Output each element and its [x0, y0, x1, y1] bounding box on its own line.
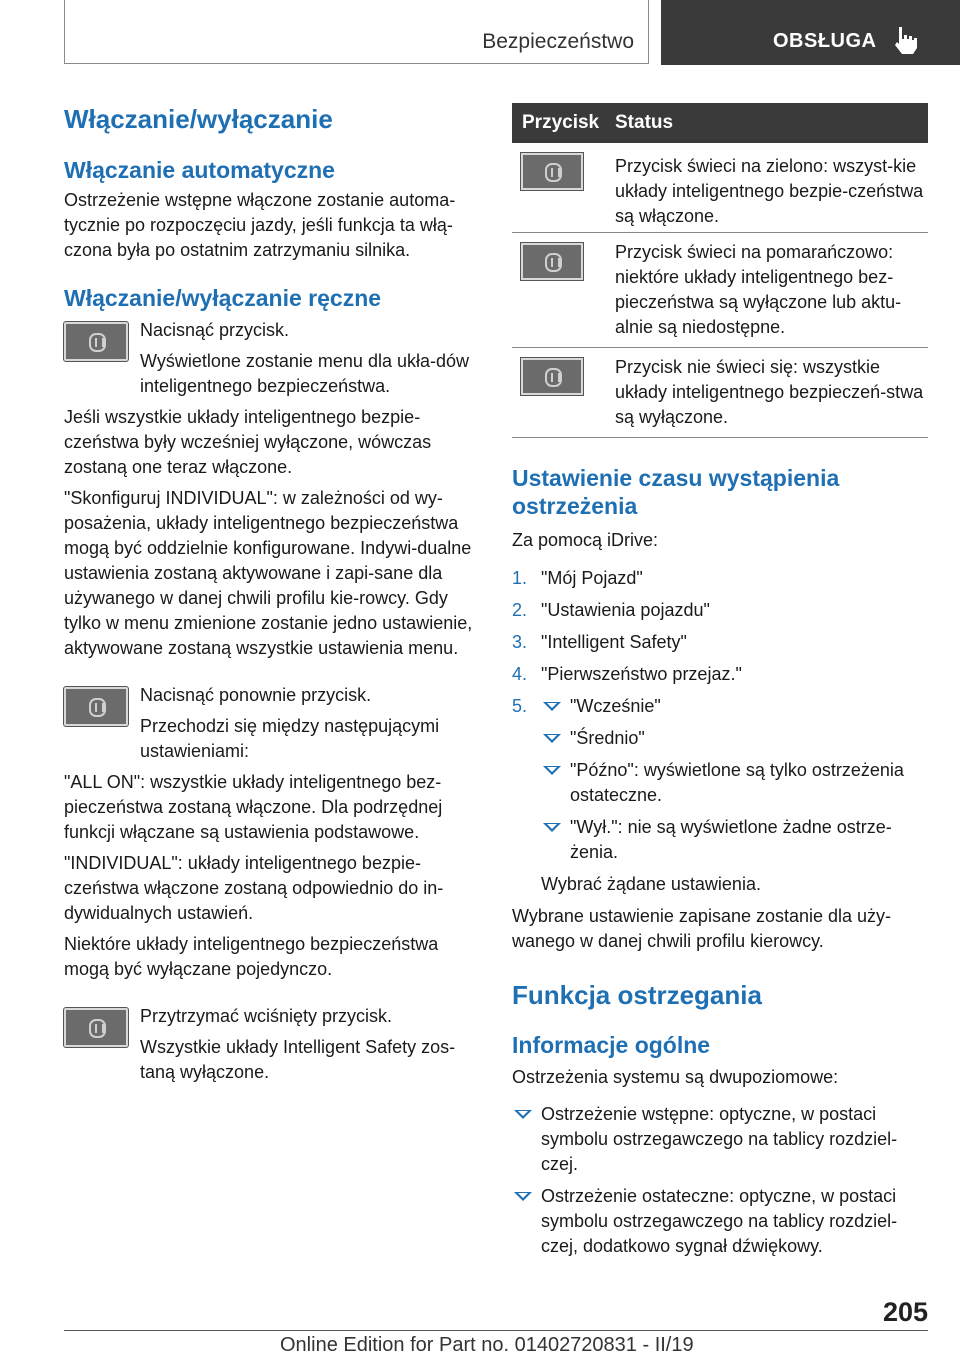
page-header: [0, 0, 960, 66]
sub-option: "Późno": wyświetlone są tylko ostrzeżenia ostateczne.: [541, 758, 928, 808]
section-title: Bezpieczeństwo: [482, 30, 634, 53]
general-info-heading: Informacje ogólne: [512, 1032, 711, 1058]
list-item: 2. "Ustawienia pojazdu": [512, 600, 710, 620]
table-header: [512, 103, 928, 143]
hand-pointer-icon: [893, 25, 919, 55]
list-item: 4. "Pierwszeństwo przejaz.": [512, 664, 742, 684]
intelligent-safety-button-icon: [521, 243, 583, 280]
list-item: 3. "Intelligent Safety": [512, 632, 687, 652]
triangle-bullet-icon: [543, 734, 561, 743]
intelligent-safety-button-icon: [521, 153, 583, 190]
status-table: [512, 103, 928, 438]
button-instruction-hold: [64, 1004, 479, 1085]
list-item: Ostrzeżenie wstępne: optyczne, w postaci symbolu ostrzegawczego na tablicy rozdziel-czej.: [512, 1102, 928, 1177]
intelligent-safety-button-icon: [521, 358, 583, 395]
list-item: 1. "Mój Pojazd": [512, 568, 643, 588]
auto-heading: Włączanie automatyczne: [64, 157, 335, 183]
triangle-bullet-icon: [514, 1110, 532, 1119]
auto-paragraph: Ostrzeżenie wstępne włączone zostanie automa-tycznie po rozpoczęciu jazdy, jeśli funkcja ta włą-czona była po ostatnim zatrzymaniu silnika.: [64, 190, 456, 260]
sub-option: "Wcześnie": [541, 694, 928, 719]
instruction-result: Wszystkie układy Intelligent Safety zos-taną wyłączone.: [140, 1037, 456, 1082]
chapter-title: OBSŁUGA: [773, 30, 877, 52]
button-instruction-press-again: [64, 683, 479, 764]
table-row: [512, 233, 928, 348]
triangle-bullet-icon: [514, 1192, 532, 1201]
instruction-text: Nacisnąć ponownie przycisk.: [140, 685, 372, 705]
status-text: Przycisk świeci na pomarańczowo: niektóre układy inteligentnego bez-pieczeństwa są wyłączone lub aktu-alnie są niedostępne.: [615, 242, 902, 337]
paragraph: Niektóre układy inteligentnego bezpieczeństwa mogą być wyłączane pojedynczo.: [64, 934, 439, 979]
instruction-text: Przytrzymać wciśnięty przycisk.: [140, 1006, 393, 1026]
chapter-tab: [661, 0, 960, 65]
column-header-button: Przycisk: [522, 112, 600, 133]
list-item: Ostrzeżenie ostateczne: optyczne, w postaci symbolu ostrzegawczego na tablicy rozdziel-czej, dodatkowo sygnał dźwiękowy.: [512, 1184, 928, 1259]
section-heading: Włączanie/wyłączanie: [64, 104, 333, 134]
sub-option: "Średnio": [541, 726, 928, 751]
warning-levels-list: [512, 1102, 928, 1259]
instruction-text: Nacisnąć przycisk.: [140, 320, 290, 340]
triangle-bullet-icon: [543, 702, 561, 711]
instruction-result: Przechodzi się między następującymi ustawieniami:: [140, 716, 440, 761]
warning-function-heading: Funkcja ostrzegania: [512, 980, 762, 1010]
table-row: [512, 143, 928, 233]
right-column: [512, 103, 928, 1266]
paragraph: "ALL ON": wszystkie układy inteligentnego bez-pieczeństwa zostaną włączone. Dla podrzędnej funkcji włączane są ustawienia podstawowe.: [64, 772, 443, 842]
button-instruction-press: [64, 318, 479, 399]
idrive-intro: Za pomocą iDrive:: [512, 530, 659, 550]
column-header-status: Status: [615, 112, 674, 133]
levels-intro: Ostrzeżenia systemu są dwupoziomowe:: [512, 1067, 839, 1087]
table-row: [512, 348, 928, 438]
sub-options: [512, 726, 928, 897]
timing-heading: Ustawienie czasu wystąpienia ostrzeżenia: [512, 465, 840, 519]
choose-instruction: Wybrać żądane ustawienia.: [541, 874, 761, 894]
footer-edition: Online Edition for Part no. 01402720831 - II/19: [280, 1334, 694, 1356]
instruction-result: Wyświetlone zostanie menu dla ukła-dów inteligentnego bezpieczeństwa.: [140, 351, 470, 396]
left-column: [64, 100, 479, 1085]
footer-divider: [64, 1330, 928, 1331]
status-text: Przycisk nie świeci się: wszystkie układy inteligentnego bezpieczeń-stwa są wyłączone.: [615, 357, 924, 427]
triangle-bullet-icon: [543, 766, 561, 775]
triangle-bullet-icon: [543, 823, 561, 832]
intelligent-safety-button-icon: [64, 322, 128, 361]
saved-note: Wybrane ustawienie zapisane zostanie dla uży-wanego w danej chwili profilu kierowcy.: [512, 906, 892, 951]
status-text: Przycisk świeci na zielono: wszyst-kie układy inteligentnego bezpie-czeństwa są włączone.: [615, 156, 924, 226]
intelligent-safety-button-icon: [64, 687, 128, 726]
paragraph: Jeśli wszystkie układy inteligentnego bezpie-czeństwa były wcześniej wyłączone, wówczas zostaną one teraz włączone.: [64, 407, 432, 477]
steps-list: [512, 566, 928, 719]
list-item: 5. "Wcześnie": [512, 694, 928, 719]
intelligent-safety-button-icon: [64, 1008, 128, 1047]
paragraph: "INDIVIDUAL": układy inteligentnego bezpie-czeństwa włączone zostaną odpowiednio do in-dywidualnych ustawień.: [64, 853, 444, 923]
page-number: 205: [882, 1297, 928, 1327]
section-tab: [64, 0, 649, 64]
sub-option: "Wył.": nie są wyświetlone żadne ostrze-żenia.: [541, 815, 928, 865]
manual-heading: Włączanie/wyłączanie ręczne: [64, 285, 382, 311]
paragraph: "Skonfiguruj INDIVIDUAL": w zależności od wy-posażenia, układy inteligentnego bezpieczeństwa mogą być oddzielnie konfigurowane. Indywi-dualne ustawienia zostaną aktywowane i zapi-sane dla używanego w danej chwili profilu kie-rowcy. Gdy tylko w menu zmienione zostanie jedno ustawienie, aktywowane zostaną wszystkie ustawienia menu.: [64, 488, 473, 658]
